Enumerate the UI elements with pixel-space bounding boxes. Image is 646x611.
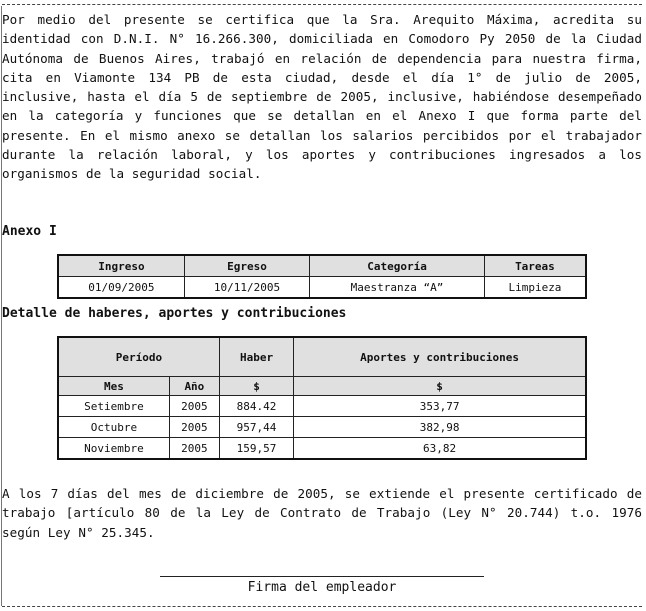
anexo-header-row <box>58 255 586 277</box>
cell-ingreso: 01/09/2005 <box>58 277 184 299</box>
detalle-table <box>57 336 587 460</box>
cell-mes: Setiembre <box>58 396 169 417</box>
cell-aportes: 382,98 <box>294 417 586 438</box>
cell-categoria: Maestranza “A” <box>310 277 485 299</box>
subheader-aportes-unit: $ <box>294 377 586 396</box>
cell-anio: 2005 <box>169 438 219 460</box>
bottom-dashed-divider <box>2 606 642 607</box>
intro-paragraph: Por medio del presente se certifica que la Sra. Arequito Máxima, acredita su identidad con D.N.I. N° 16.266.300, domiciliada en Comodoro Py 2050 de la Ciudad Autónoma de Buenos Aires, trabajó en relación de dependencia para nuestra firma, cita en Viamonte 134 PB de esta ciudad, desde el día 1° de julio de 2005, inclusive, hasta el día 5 de septiembre de 2005, inclusive, habiéndose desempeñado en la categoría y funciones que se detallan en el Anexo I que forma parte del presente. En el mismo anexo se detallan los salarios percibidos por el trabajador durante la relación laboral, y los aportes y contribuciones ingresados a los organismos de la seguridad social. <box>2 12 642 182</box>
cell-haber: 957,44 <box>219 417 293 438</box>
cell-egreso: 10/11/2005 <box>184 277 309 299</box>
header-aportes: Aportes y contribuciones <box>294 337 586 377</box>
subheader-mes: Mes <box>58 377 169 396</box>
table-row <box>58 417 586 438</box>
signature-line <box>160 576 484 577</box>
detalle-subheader-row <box>58 377 586 396</box>
header-haber: Haber <box>219 337 293 377</box>
table-row <box>58 438 586 460</box>
header-periodo: Período <box>58 337 219 377</box>
cell-mes: Octubre <box>58 417 169 438</box>
cell-aportes: 353,77 <box>294 396 586 417</box>
table-row <box>58 277 586 299</box>
header-egreso: Egreso <box>184 255 309 277</box>
cell-aportes: 63,82 <box>294 438 586 460</box>
subheader-anio: Año <box>169 377 219 396</box>
cell-mes: Noviembre <box>58 438 169 460</box>
detalle-header-row <box>58 337 586 377</box>
anexo-table <box>57 254 587 299</box>
table-row <box>58 396 586 417</box>
top-dashed-divider <box>2 4 642 5</box>
header-categoria: Categoría <box>310 255 485 277</box>
header-ingreso: Ingreso <box>58 255 184 277</box>
cell-anio: 2005 <box>169 396 219 417</box>
cell-haber: 884.42 <box>219 396 293 417</box>
anexo-heading: Anexo I <box>2 224 57 239</box>
closing-paragraph: A los 7 días del mes de diciembre de 2005, se extiende el presente certificado de trabajo [artículo 80 de la Ley de Contrato de Trabajo (Ley N° 20.744) t.o. 1976 según Ley N° 25.345. <box>2 486 642 540</box>
subheader-haber-unit: $ <box>219 377 293 396</box>
header-tareas: Tareas <box>484 255 586 277</box>
cell-tareas: Limpieza <box>484 277 586 299</box>
detalle-heading: Detalle de haberes, aportes y contribuciones <box>2 306 347 321</box>
cell-haber: 159,57 <box>219 438 293 460</box>
signature-label: Firma del empleador <box>247 580 397 595</box>
cell-anio: 2005 <box>169 417 219 438</box>
